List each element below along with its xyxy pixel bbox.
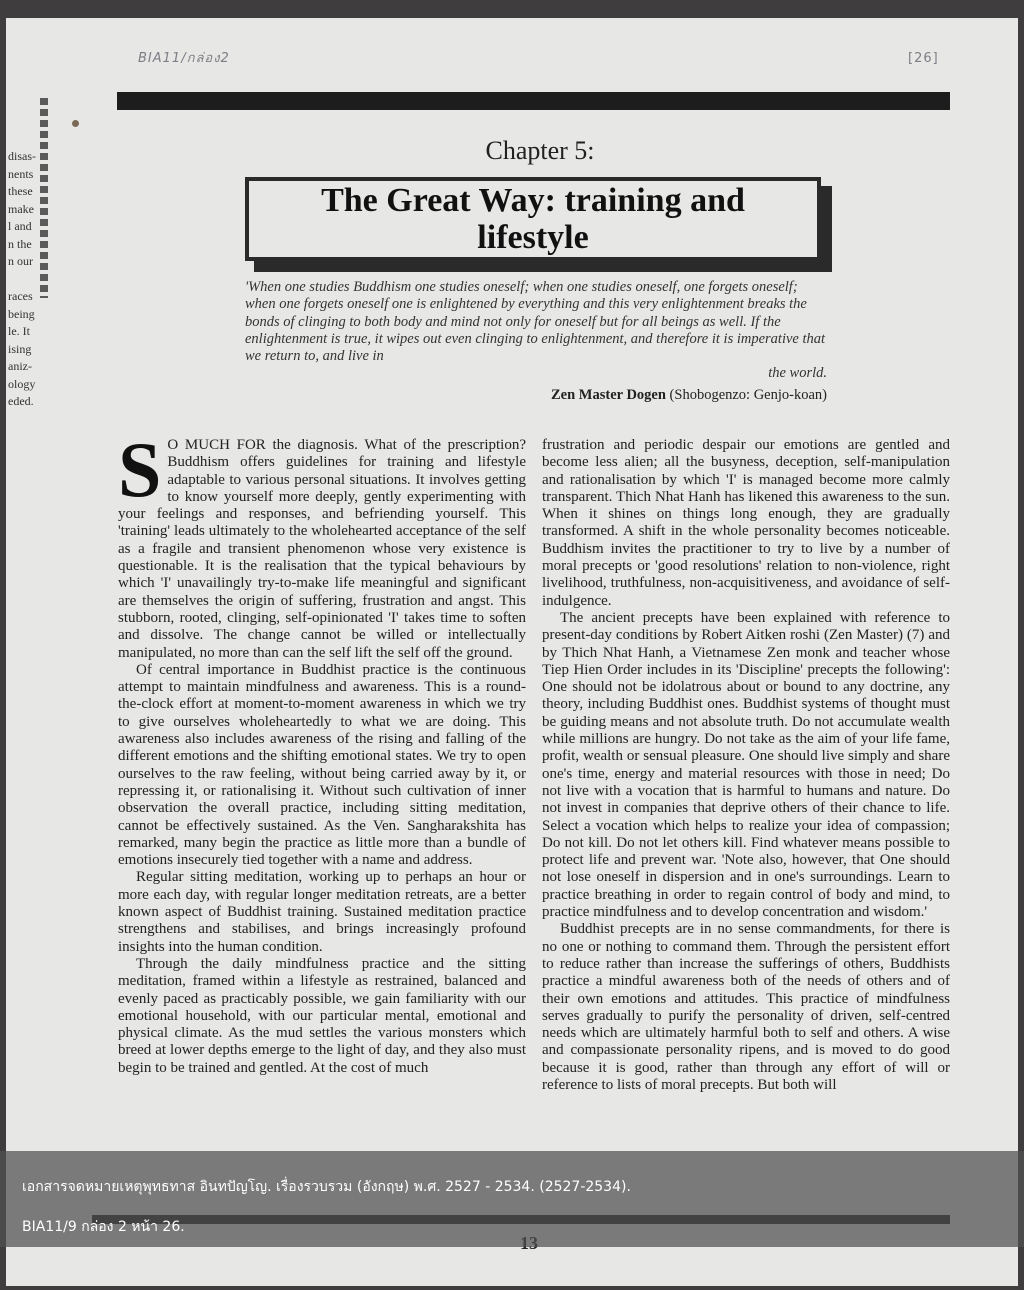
caption-line-1: เอกสารจดหมายเหตุพุทธทาส อินทปัญโญ. เรื่องรวบรวม (อังกฤษ) พ.ศ. 2527 - 2534. (2527-2534).	[22, 1179, 631, 1195]
fragment-line: these	[8, 184, 33, 198]
paragraph: The ancient precepts have been explained with reference to present-day conditions by Robert Aitken roshi (Zen Master) (7) and by Thich Nhat Hanh, a Vietnamese Zen monk and teacher whose Tiep Hien Order includes in its 'Discipline' precepts the following': One should not be idolatrous about or bound to any doctrine, any theory, including Buddhist ones. Buddhist systems of thought must be guiding means and not absolute truth. Do not accumulate wealth while millions are hungry. Do not take as the aim of your life fame, profit, wealth or sensual pleasure. One should live simply and share one's time, energy and material resources with those in need; Do not live with a vocation that is harmful to humans and nature. Do not invest in companies that deprive others of their chance to life. Select a vocation which helps to realize your idea of compassion; Do not kill. Do not let others kill. Find whatever means possible to protect life and prevent war. 'Note also, however, that One should not lose oneself in dispersion and in one's surroundings. Learn to practice breathing in order to regain control of body and mind, to practice mindfulness and to develop concentration and wisdom.'	[542, 609, 950, 921]
body-column-left	[118, 426, 526, 1077]
epigraph-source: (Shobogenzo: Genjo-koan)	[669, 387, 827, 403]
chapter-title: The Great Way: training and lifestyle	[245, 177, 821, 261]
header-rule	[117, 92, 950, 110]
fragment-line: nents	[8, 166, 34, 181]
archive-caption-overlay	[0, 1151, 1024, 1247]
epigraph-author: Zen Master Dogen	[551, 387, 666, 403]
fragment-line: disas-	[8, 149, 36, 163]
fragment-line: aniz-	[8, 359, 32, 373]
adjacent-page-fragment	[8, 148, 48, 411]
paragraph: Through the daily mindfulness practice and the sitting meditation, framed within a lifestyle as restrained, balanced and evenly paced as practicably possible, we gain familiarity with our emotional household, with our particular mental, emotional and physical climate. As the mud settles the various monsters which breed at lower depths emerge to the light of day, and they also must begin to be trained and gentled. At the cost of much	[118, 955, 526, 1076]
epigraph	[245, 279, 827, 383]
chapter-label: Chapter 5:	[485, 136, 595, 165]
fragment-line: make	[8, 201, 34, 216]
caption-line-2: BIA11/9 กล่อง 2 หน้า 26.	[22, 1219, 185, 1235]
fragment-line: ology	[8, 376, 36, 391]
epigraph-tail: the world.	[768, 365, 827, 382]
paper-speck	[72, 120, 79, 127]
body-column-right	[542, 437, 950, 1094]
fragment-line: races	[8, 289, 33, 303]
fragment-line: le. It	[8, 324, 30, 338]
fragment-line: being	[8, 306, 35, 321]
epigraph-body: 'When one studies Buddhism one studies oneself; when one studies oneself, one forgets oneself; when one forgets oneself one is enlightened by everything and this very enlightenment breaks the bonds of clinging to both body and mind not only for oneself but for all beings as well. If the enlightenment is true, it wipes out even clinging to enlightenment, and therefore it is imperative that we return to, and live in	[245, 279, 826, 365]
fragment-line: ising	[8, 341, 32, 356]
page-mark-handwritten: [26]	[908, 51, 939, 66]
fragment-line: l and	[8, 219, 32, 233]
fragment-line	[8, 271, 48, 289]
epigraph-attribution	[470, 387, 827, 404]
fragment-line: n the	[8, 236, 32, 251]
archive-code-handwritten: BIA11/กล่อง2	[138, 51, 230, 66]
paragraph: Regular sitting meditation, working up to perhaps an hour or more each day, with regular longer meditation retreats, are a better known aspect of Buddhist training. Sustained meditation practice strengthens and stabilises, and brings increasingly profound insights into the human condition.	[118, 869, 526, 955]
paragraph: frustration and periodic despair our emotions are gentled and become less alien; all the busyness, deception, self-manipulation and rationalisation by which 'I' is managed become more calmly transparent. Thich Nhat Hanh has likened this awareness to the sun. When it shines on things long enough, they are gradually transformed. A shift in the whole personality becomes noticeable. Buddhism invites the practitioner to try to live by a number of moral precepts or 'good resolutions' relation to non-violence, right livelihood, truthfulness, non-acquisitiveness, and avoidance of self-indulgence.	[542, 437, 950, 609]
paragraph: S O MUCH FOR the diagnosis. What of the prescription? Buddhism offers guidelines for training and lifestyle adaptable to various personal situations. It involves getting to know yourself more deeply, gently experimenting with your feelings and responses, and befriending yourself. This 'training' leads ultimately to the wholehearted acceptance of the self as a fragile and transient phenomenon whose very existence is questionable. It is the realisation that the typical behaviours by which 'I' unavailingly try-to-make life meaningful and significant are themselves the origin of suffering, frustration and angst. This stubborn, rooted, clinging, self-opinionated 'I' takes time to soften and dissolve. The change cannot be willed or intellectually manipulated, no more than can the self lift the self off the ground.	[118, 426, 526, 661]
fragment-line: eded.	[8, 394, 34, 408]
paragraph: Buddhist precepts are in no sense commandments, for there is no one or nothing to command them. Through the persistent effort to reduce rather than increase the sufferings of others, Buddhists practice a mindful awareness both of the needs of others and of their own emotions and attitudes. This practice of mindfulness serves gradually to purify the personality of driven, self-centred needs which are ultimately harmful both to self and others. A wise and compassionate personality ripens, and is moved to do good because it is good, rather than through any effort of will or reference to lists of moral precepts. But both will	[542, 921, 950, 1093]
paragraph: Of central importance in Buddhist practice is the continuous attempt to maintain mindfulness and awareness. This is a round-the-clock effort at moment-to-moment awareness in which we try to give ourselves wholeheartedly to what we are doing. This awareness also includes awareness of the rising and falling of the different emotions and the shifting emotional states. We try to open ourselves to the raw feeling, without being carried away by it, or repressing it, or rationalising it. Without such cultivation of inner observation the overall practice, including sitting meditation, cannot be effectively sustained. As the Ven. Sangharakshita has remarked, many begin the practice as little more than a bundle of emotions insecurely tied together with a name and address.	[118, 661, 526, 869]
drop-cap: S	[118, 426, 162, 513]
fragment-line: n our	[8, 254, 33, 268]
